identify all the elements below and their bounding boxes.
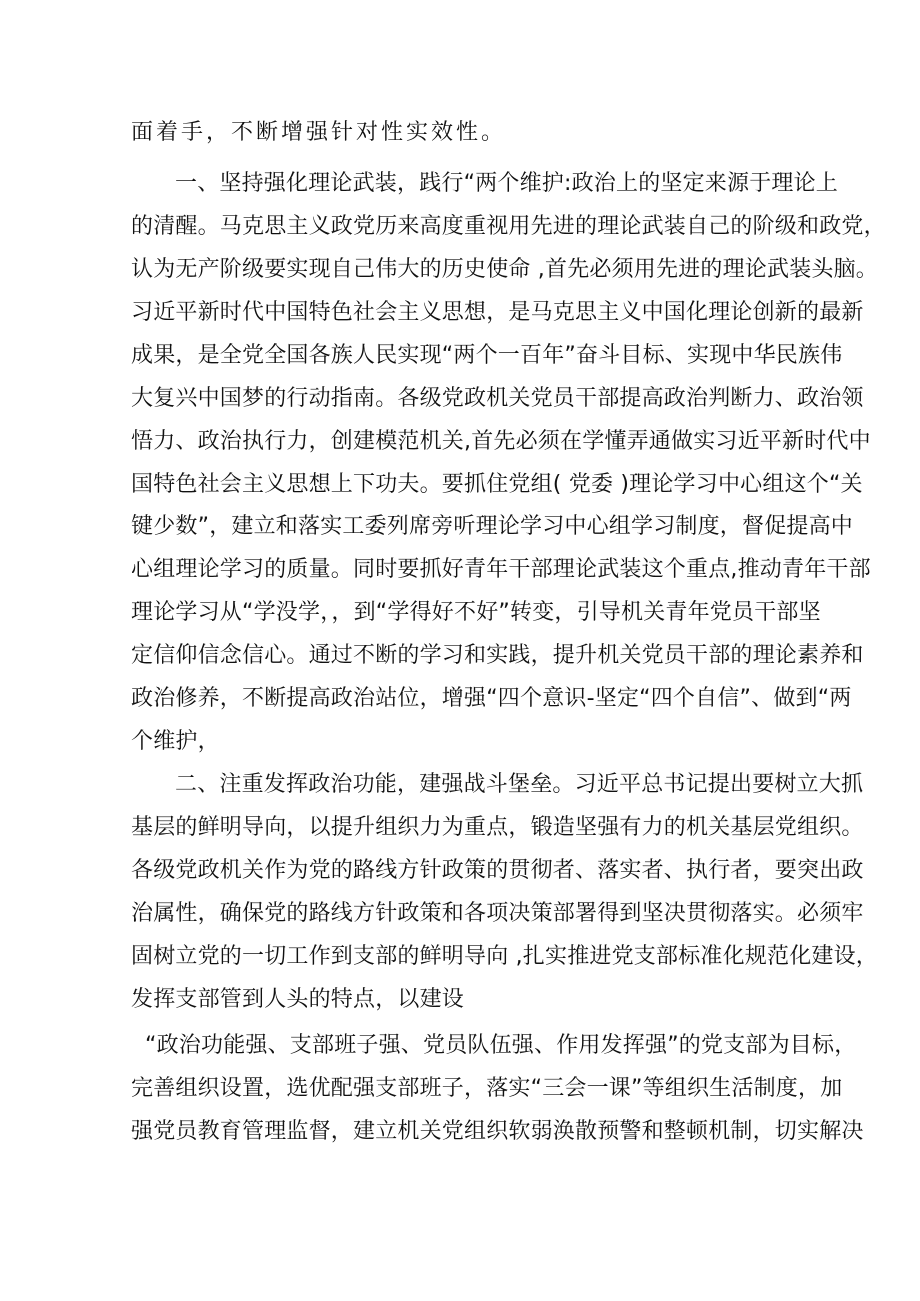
text-line: 认为无产阶级要实现自己伟大的历史使命 ,首先必须用先进的理论武装头脑。 — [131, 257, 878, 282]
section-heading-2: 二、注重发挥政治功能，建强战斗堡垒。习近平总书记提出要树立大抓 — [175, 772, 864, 797]
text-line: 定信仰信念信心。通过不断的学习和实践，提升机关党员干部的理论素养和 — [131, 643, 864, 668]
text-line: 的清醒。马克思主义政党历来高度重视用先进的理论武装自己的阶级和政党， — [131, 214, 886, 239]
text-line: 成果，是全党全国各族人民实现“两个一百年”奋斗目标、实现中华民族伟 — [131, 343, 843, 368]
text-line: 发挥支部管到人头的特点，以建设 — [131, 987, 465, 1012]
text-line: 悟力、政治执行力，创建模范机关,首先必须在学懂弄通做实习近平新时代中 — [131, 429, 871, 454]
text-line: 个维护， — [131, 729, 220, 754]
text-line: 键少数”，建立和落实工委列席旁听理论学习中心组学习制度，督促提高中 — [131, 514, 853, 539]
text-line: 习近平新时代中国特色社会主义思想，是马克思主义中国化理论创新的最新 — [131, 300, 864, 325]
text-line: 治属性，确保党的路线方针政策和各项决策部署得到坚决贯彻落实。必须牢 — [131, 901, 864, 926]
text-line: 面着手，不断增强针对性实效性。 — [131, 120, 507, 145]
text-line: 心组理论学习的质量。同时要抓好青年干部理论武装这个重点,推动青年干部 — [131, 557, 871, 582]
text-line: 各级党政机关作为党的路线方针政策的贯彻者、落实者、执行者，要突出政 — [131, 858, 864, 883]
text-line: 大复兴中国梦的行动指南。各级党政机关党员干部提高政治判断力、政治领 — [131, 386, 864, 411]
text-line: “政治功能强、支部班子强、党员队伍强、作用发挥强”的党支部为目标， — [145, 1033, 857, 1058]
text-line: 固树立党的一切工作到支部的鲜明导向 ,扎实推进党支部标准化规范化建设， — [131, 944, 878, 969]
text-line: 完善组织设置，选优配强支部班子，落实“三会一课”等组织生活制度，加 — [131, 1076, 843, 1101]
text-line: 理论学习从“学没学，，到“学得好不好”转变，引导机关青年党员干部坚 — [131, 600, 821, 625]
text-line: 政治修养，不断提高政治站位，增强“四个意识-坚定“四个自信”、做到“两 — [131, 686, 852, 711]
text-line: 基层的鲜明导向，以提升组织力为重点，锻造坚强有力的机关基层党组织。 — [131, 815, 864, 840]
text-line: 强党员教育管理监督，建立机关党组织软弱涣散预警和整顿机制，切实解决 — [131, 1119, 864, 1144]
text-line: 国特色社会主义思想上下功夫。要抓住党组( 党委 )理论学习中心组这个“关 — [131, 472, 863, 497]
section-heading-1: 一、坚持强化理论武装，践行“两个维护:政治上的坚定来源于理论上 — [175, 171, 839, 196]
